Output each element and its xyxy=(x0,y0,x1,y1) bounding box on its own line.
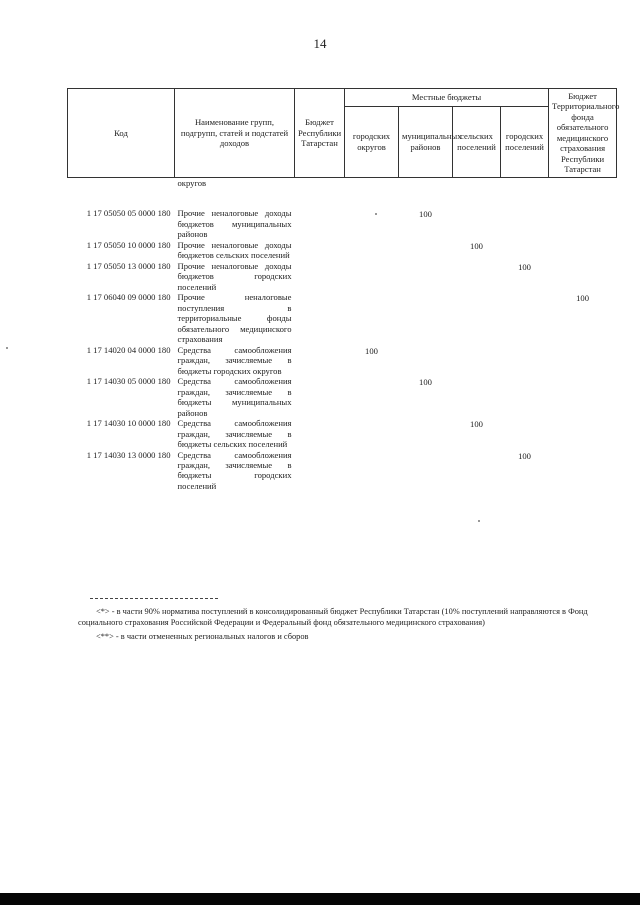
row-municipal-value xyxy=(399,450,453,492)
row-name: Прочие неналоговые доходы бюджетов сельских поселений xyxy=(177,239,292,261)
row-urban-value xyxy=(501,345,549,376)
table-row xyxy=(68,376,617,418)
row-name: Средства самообложения граждан, зачисляемые в бюджеты городских округов xyxy=(177,344,292,376)
row-name: Прочие неналоговые поступления в территориальные фонды обязательного медицинского страхования xyxy=(177,292,292,345)
row-code: 1 17 14030 10 0000 180 xyxy=(86,418,171,429)
row-urban-value xyxy=(501,376,549,418)
row-municipal-value: 100 xyxy=(419,377,432,388)
row-tfoms-value xyxy=(549,345,617,376)
footnote-separator xyxy=(90,598,218,599)
scan-speck xyxy=(375,213,377,215)
row-rt-value xyxy=(295,240,345,261)
row-tfoms-value xyxy=(549,450,617,492)
row-urban-value: 100 xyxy=(518,450,531,461)
row-urban-value xyxy=(501,292,549,344)
row-municipal-value xyxy=(399,292,453,344)
row-city-value xyxy=(345,450,399,492)
row-municipal-value: 100 xyxy=(419,209,432,220)
row-city-value xyxy=(345,292,399,344)
row-rt-value xyxy=(295,376,345,418)
header-name: Наименование групп, подгрупп, статей и подстатей доходов xyxy=(175,89,295,178)
row-rural-value: 100 xyxy=(470,419,483,430)
row-rt-value xyxy=(295,450,345,492)
table-row xyxy=(68,418,617,449)
row-code: 1 17 05050 05 0000 180 xyxy=(86,208,171,219)
row-rural-value xyxy=(453,345,501,376)
row-city-value: 100 xyxy=(365,345,378,356)
row-rural-value xyxy=(453,261,501,292)
row-tfoms-value xyxy=(549,376,617,418)
row-code: 1 17 14020 04 0000 180 xyxy=(86,344,171,355)
row-tfoms-value xyxy=(549,208,617,239)
header-code: Код xyxy=(68,89,175,178)
row-urban-value xyxy=(501,208,549,239)
row-name: Средства самообложения граждан, зачисляемые в бюджеты муниципальных районов xyxy=(177,376,292,418)
row-name: Прочие неналоговые доходы бюджетов городских поселений xyxy=(177,260,292,292)
row-rt-value xyxy=(295,345,345,376)
page-number: 14 xyxy=(313,36,327,51)
row-rural-value xyxy=(453,292,501,344)
header-rt-budget: Бюджет Республики Татарстан xyxy=(295,89,345,178)
row-rural-value: 100 xyxy=(470,240,483,251)
row-rural-value xyxy=(453,208,501,239)
scan-bottom-edge xyxy=(0,893,640,905)
header-urban-settlements: городских поселений xyxy=(501,106,549,177)
row-code: 1 17 06040 09 0000 180 xyxy=(86,292,171,303)
row-municipal-value xyxy=(399,418,453,449)
row-rural-value xyxy=(453,450,501,492)
row-name: Средства самообложения граждан, зачисляемые в бюджеты городских поселений xyxy=(177,449,292,491)
scan-speck xyxy=(478,520,480,522)
header-city-districts: городских округов xyxy=(345,106,399,177)
row-code: 1 17 14030 05 0000 180 xyxy=(86,376,171,387)
table-row xyxy=(68,240,617,261)
row-city-value xyxy=(345,208,399,239)
row-code: 1 17 14030 13 0000 180 xyxy=(86,449,171,460)
revenue-distribution-table xyxy=(67,88,620,491)
table-row xyxy=(68,208,617,239)
footnote-1: <*> - в части 90% норматива поступлений в консолидированный бюджет Республики Татарстан (10% поступлений направляются в Фонд социального страхования Российской Федерации и Федеральный фонд обязательного медицинского страхования) xyxy=(78,607,588,627)
row-rural-value xyxy=(453,376,501,418)
row-municipal-value xyxy=(399,345,453,376)
row-rt-value xyxy=(295,292,345,344)
header-local-budgets: Местные бюджеты xyxy=(345,89,549,107)
scan-speck xyxy=(6,347,8,349)
row-name: Прочие неналоговые доходы бюджетов муниципальных районов xyxy=(177,208,292,240)
table-row xyxy=(68,450,617,492)
table-row xyxy=(68,345,617,376)
row-urban-value xyxy=(501,240,549,261)
row-city-value xyxy=(345,376,399,418)
row-rt-value xyxy=(295,418,345,449)
table-row xyxy=(68,261,617,292)
row-tfoms-value xyxy=(549,418,617,449)
table-row xyxy=(68,292,617,344)
row-code: 1 17 05050 13 0000 180 xyxy=(86,260,171,271)
row-rt-value xyxy=(295,261,345,292)
row-city-value xyxy=(345,240,399,261)
row-tfoms-value: 100 xyxy=(576,293,589,304)
row-code: 1 17 05050 10 0000 180 xyxy=(86,239,171,250)
row-urban-value xyxy=(501,418,549,449)
row-tfoms-value xyxy=(549,240,617,261)
row-city-value xyxy=(345,261,399,292)
header-municipal-districts: муниципальных районов xyxy=(399,106,453,177)
row-urban-value: 100 xyxy=(518,261,531,272)
header-rural-settlements: сельских поселений xyxy=(453,106,501,177)
header-tfoms-budget: Бюджет Территориального фонда обязательного медицинского страхования Республики Татарстан xyxy=(549,89,617,178)
row-municipal-value xyxy=(399,261,453,292)
row-tfoms-value xyxy=(549,261,617,292)
footnotes xyxy=(78,598,614,647)
row-rt-value xyxy=(295,208,345,239)
row-city-value xyxy=(345,418,399,449)
footnote-2: <**> - в части отмененных региональных налогов и сборов xyxy=(96,632,309,641)
row-name: Средства самообложения граждан, зачисляемые в бюджеты сельских поселений xyxy=(177,418,292,450)
row-municipal-value xyxy=(399,240,453,261)
continuation-text: округов xyxy=(177,177,207,188)
